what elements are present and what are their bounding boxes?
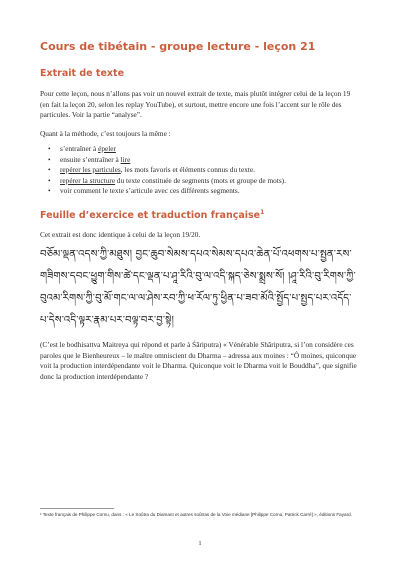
list-item: • repérer les particules, les mots favoris et éléments connus du texte. [48,165,255,174]
translation-paragraph: (C’est le bodhisattva Maitreya qui répond et parle à Śāriputra) « Vénérable Shāriputra, si l’on considère ces paroles que le Bienheureux – le maître omniscient du Dharma – adressa aux moines : “Ô moines, quiconque voit la production interdépendante voit le Dharma. Quiconque voit le Dharma voit le Bouddha”, que signifie donc la production interdépendante ? [40,340,357,381]
link-reperer-structure[interactable]: repérer la structure [60,175,116,185]
tibetan-text: བཅོམ་ལྡན་འདས་ཀྱི་མཐུས། བྱང་ཆུབ་སེམས་དཔའ་སེམས་དཔའ་ཆེན་པོ་འཕགས་པ་སྤྱན་རས་གཟིགས་དབང་ཕྱུག་གིས་ཚེ་དང་ལྡན་པ་ཤཱ་རིའི་བུ་ལ་འདི་སྐད་ཅེས་སྨྲས་སོ། །ཤཱ་རིའི་བུ་རིགས་ཀྱི་བུའམ་རིགས་ཀྱི་བུ་མོ་གང་ལ་ལ་ཤེས་རབ་ཀྱི་ཕ་རོལ་ཏུ་ཕྱིན་པ་ཟབ་མོའི་སྤྱོད་པ་སྤྱད་པར་འདོད་པ་དེས་འདི་ལྟར་རྣམ་པར་བལྟ་བར་བྱ་སྟེ། [40,249,356,327]
list-item: • voir comment le texte s’articule avec ces différents segments. [48,186,240,195]
method-intro: Quant à la méthode, c’est toujours la même : [40,128,171,138]
note-paragraph: Cet extrait est donc identique à celui de la leçon 19/20. [40,229,201,239]
link-reperer-particules[interactable]: repérer les particules [60,165,121,174]
footnote-mark: 1 [260,208,265,216]
intro-paragraph: Pour cette leçon, nous n’allons pas voir un nouvel extrait de texte, mais plutôt intégrer celui de la leçon 19 (en fait la leçon 20, selon les replay YouTube), et surtout, mettre encore une fois l’accent sur le rôle des particules. Voir la partie “analyse”. [40,89,351,119]
list-item: • s’entraîner à épeler [48,144,116,153]
section-heading-feuille: Feuille d’exercice et traduction française$^1$ [40,208,265,221]
page-number: 1 [198,540,202,547]
footnote: ¹ Texte français de Philippe Cornu, dans : « Le Soûtra du Diamant et autres soûtras de la Voie médiane [Philippe Cornu, Patrick Carré] », éditions Fayard. [40,512,352,517]
method-list [40,144,360,197]
list-item: • repérer la structure du texte constituée de segments (mots et groupe de mots). [48,175,286,185]
list-item: • ensuite s’entraîner à lire [48,154,131,164]
link-lire[interactable]: lire [120,154,131,164]
footnote-divider [40,508,114,509]
document-title: Cours de tibétain - groupe lecture - leçon 21 [40,40,316,53]
link-epeler[interactable]: épeler [98,144,116,153]
section-heading-extrait: Extrait de texte [40,68,125,79]
